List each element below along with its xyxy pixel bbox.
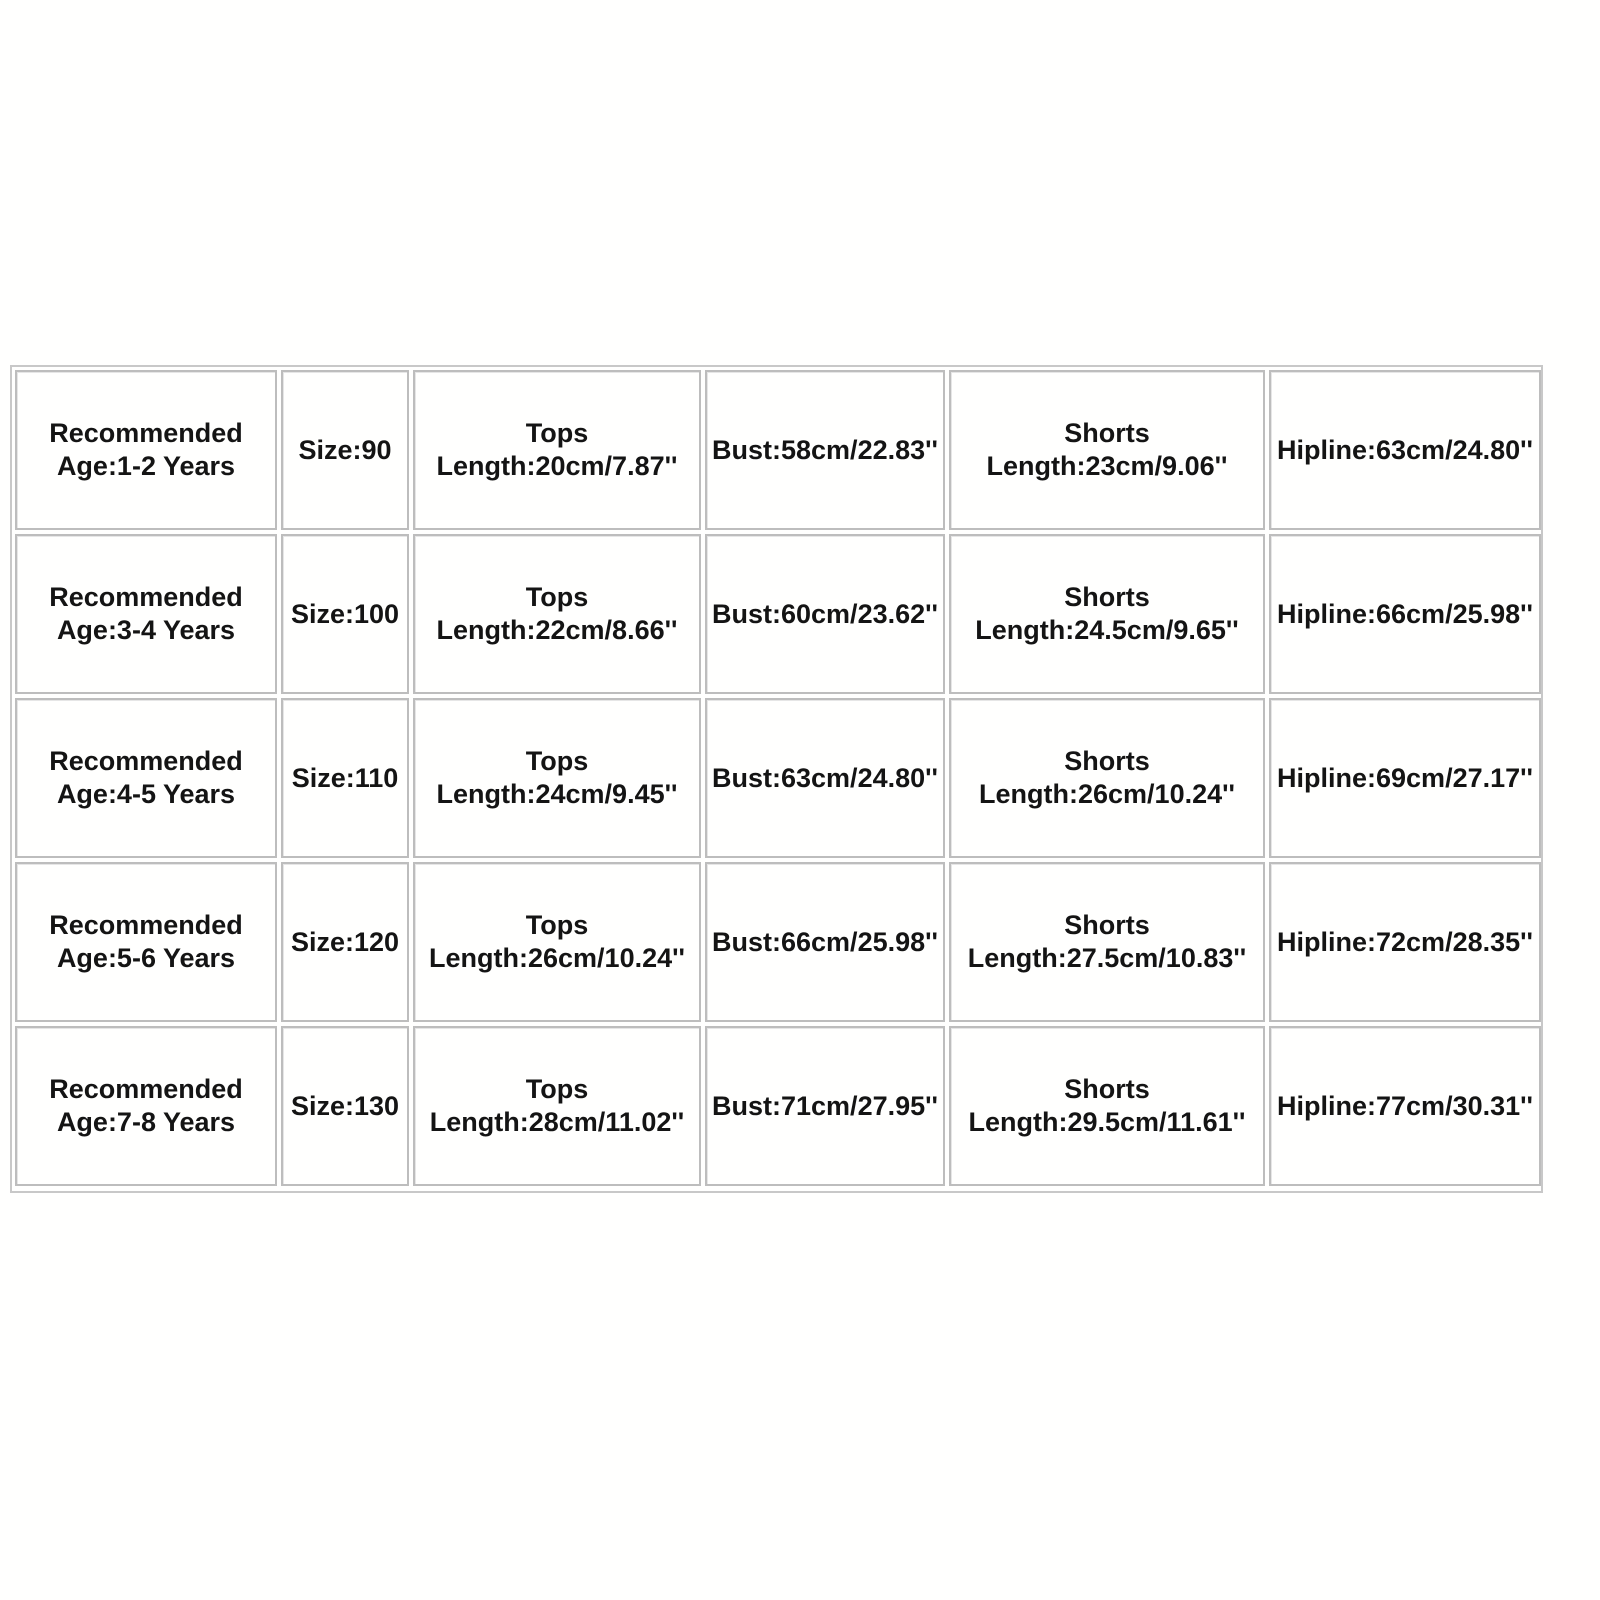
bust-value: Bust:71cm/27.95''	[712, 1090, 938, 1121]
shorts-label: Shorts	[1064, 418, 1150, 448]
tops-length-value: Length:20cm/7.87''	[436, 451, 678, 481]
cell-shorts-length-row-2	[949, 534, 1265, 694]
cell-age-row-4	[15, 862, 277, 1022]
cell-bust-row-3	[705, 698, 945, 858]
size-value: Size:120	[290, 926, 400, 957]
cell-hipline-row-3	[1269, 698, 1541, 858]
cell-shorts-length-row-4	[949, 862, 1265, 1022]
hipline-value: Hipline:63cm/24.80''	[1277, 434, 1533, 465]
tops-label: Tops	[525, 746, 589, 776]
cell-hipline-row-4	[1269, 862, 1541, 1022]
age-value: Age:5-6 Years	[56, 943, 236, 973]
cell-size-row-1	[281, 370, 409, 530]
tops-length-value: Length:24cm/9.45''	[436, 779, 678, 809]
cell-hipline-row-5	[1269, 1026, 1541, 1186]
cell-shorts-length-row-3	[949, 698, 1265, 858]
hipline-value: Hipline:69cm/27.17''	[1277, 762, 1533, 793]
cell-hipline-row-1	[1269, 370, 1541, 530]
shorts-length-value: Length:26cm/10.24''	[979, 779, 1235, 809]
size-value: Size:90	[298, 434, 392, 465]
cell-bust-row-5	[705, 1026, 945, 1186]
cell-shorts-length-row-5	[949, 1026, 1265, 1186]
bust-value: Bust:66cm/25.98''	[712, 926, 938, 957]
age-value: Age:4-5 Years	[56, 779, 236, 809]
shorts-length-value: Length:24.5cm/9.65''	[975, 615, 1239, 645]
age-label: Recommended	[49, 582, 243, 612]
cell-age-row-5	[15, 1026, 277, 1186]
age-value: Age:1-2 Years	[56, 451, 236, 481]
age-label: Recommended	[49, 1074, 243, 1104]
size-value: Size:130	[290, 1090, 400, 1121]
cell-tops-length-row-1	[413, 370, 701, 530]
cell-age-row-2	[15, 534, 277, 694]
size-chart-table	[10, 365, 1543, 1193]
hipline-value: Hipline:77cm/30.31''	[1277, 1090, 1533, 1121]
cell-size-row-2	[281, 534, 409, 694]
tops-length-value: Length:28cm/11.02''	[429, 1107, 685, 1137]
age-label: Recommended	[49, 418, 243, 448]
tops-label: Tops	[525, 1074, 589, 1104]
shorts-label: Shorts	[1064, 746, 1150, 776]
size-value: Size:110	[291, 762, 399, 793]
age-value: Age:7-8 Years	[56, 1107, 236, 1137]
cell-tops-length-row-2	[413, 534, 701, 694]
shorts-label: Shorts	[1064, 910, 1150, 940]
bust-value: Bust:60cm/23.62''	[712, 598, 938, 629]
tops-label: Tops	[525, 910, 589, 940]
age-label: Recommended	[49, 746, 243, 776]
tops-length-value: Length:26cm/10.24''	[429, 943, 685, 973]
cell-bust-row-4	[705, 862, 945, 1022]
bust-value: Bust:58cm/22.83''	[712, 434, 938, 465]
size-value: Size:100	[290, 598, 400, 629]
hipline-value: Hipline:72cm/28.35''	[1277, 926, 1533, 957]
cell-tops-length-row-4	[413, 862, 701, 1022]
tops-label: Tops	[525, 582, 589, 612]
cell-size-row-4	[281, 862, 409, 1022]
tops-length-value: Length:22cm/8.66''	[436, 615, 678, 645]
shorts-length-value: Length:27.5cm/10.83''	[967, 943, 1247, 973]
cell-tops-length-row-5	[413, 1026, 701, 1186]
cell-tops-length-row-3	[413, 698, 701, 858]
cell-age-row-1	[15, 370, 277, 530]
cell-bust-row-1	[705, 370, 945, 530]
hipline-value: Hipline:66cm/25.98''	[1277, 598, 1533, 629]
bust-value: Bust:63cm/24.80''	[712, 762, 938, 793]
shorts-label: Shorts	[1064, 582, 1150, 612]
cell-shorts-length-row-1	[949, 370, 1265, 530]
size-chart-grid	[15, 370, 1541, 1186]
cell-size-row-3	[281, 698, 409, 858]
cell-hipline-row-2	[1269, 534, 1541, 694]
age-label: Recommended	[49, 910, 243, 940]
cell-bust-row-2	[705, 534, 945, 694]
tops-label: Tops	[525, 418, 589, 448]
shorts-label: Shorts	[1064, 1074, 1150, 1104]
shorts-length-value: Length:23cm/9.06''	[986, 451, 1228, 481]
shorts-length-value: Length:29.5cm/11.61''	[968, 1107, 1246, 1137]
cell-age-row-3	[15, 698, 277, 858]
age-value: Age:3-4 Years	[56, 615, 236, 645]
cell-size-row-5	[281, 1026, 409, 1186]
